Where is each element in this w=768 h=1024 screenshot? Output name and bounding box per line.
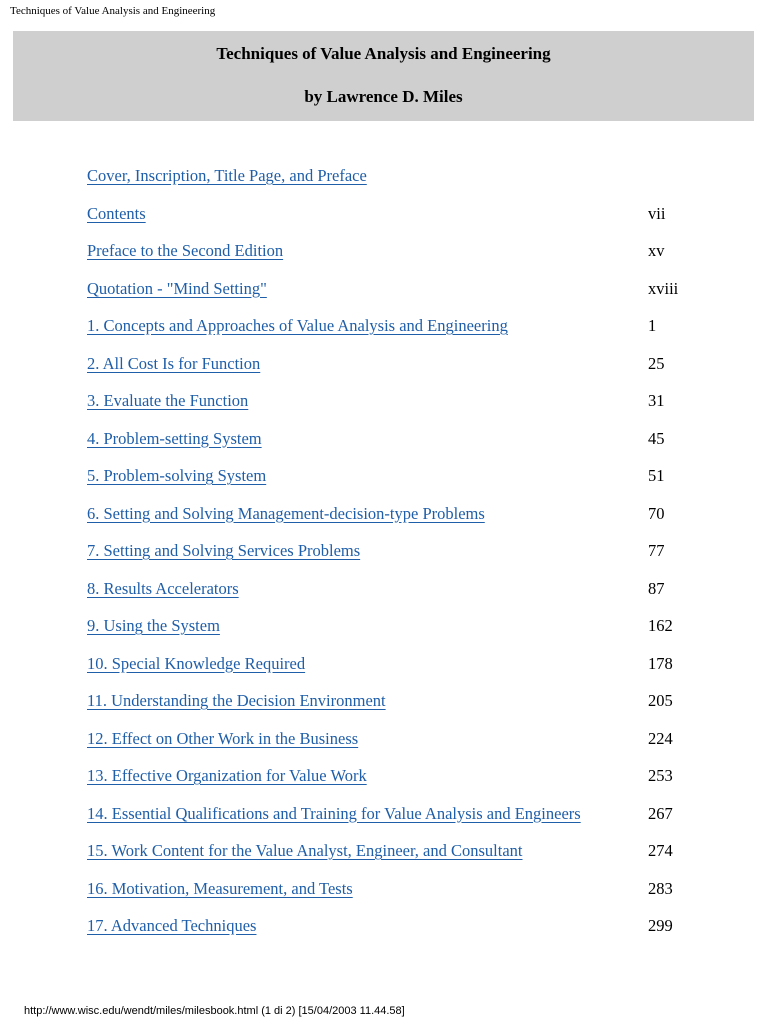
toc-entry	[87, 877, 707, 915]
toc-entry	[87, 164, 707, 202]
toc-entry-page-number: 162	[648, 616, 673, 635]
toc-entry-page-number: xv	[648, 241, 665, 260]
title-banner	[13, 31, 754, 121]
book-title: Techniques of Value Analysis and Engineering	[216, 44, 551, 63]
toc-entry	[87, 764, 707, 802]
toc-entry-link[interactable]: 16. Motivation, Measurement, and Tests	[87, 878, 353, 898]
toc-entry-link[interactable]: Quotation - "Mind Setting"	[87, 278, 267, 298]
toc-entry-link[interactable]: 11. Understanding the Decision Environment	[87, 691, 386, 710]
toc-entry-page-number: xviii	[648, 278, 679, 298]
toc-entry	[87, 239, 707, 277]
toc-entry-page-number: 274	[648, 841, 673, 860]
toc-entry-page-number: 51	[648, 466, 665, 485]
toc-entry-link[interactable]: 13. Effective Organization for Value Work	[87, 766, 367, 785]
toc-entry-link[interactable]: Cover, Inscription, Title Page, and Preface	[87, 166, 367, 185]
toc-entry	[87, 277, 707, 315]
toc-entry	[87, 202, 707, 240]
toc-entry-page-number: 283	[648, 878, 673, 898]
toc-entry-link[interactable]: 2. All Cost Is for Function	[87, 353, 261, 373]
toc-entry-link[interactable]: 17. Advanced Techniques	[87, 916, 257, 935]
toc-entry-link[interactable]: 1. Concepts and Approaches of Value Analysis and Engineering	[87, 316, 508, 335]
toc-entry	[87, 652, 707, 690]
toc-entry-link[interactable]: 6. Setting and Solving Management-decision-type Problems	[87, 503, 485, 523]
book-author: by Lawrence D. Miles	[304, 87, 463, 106]
toc-entry-page-number: 205	[648, 691, 673, 710]
toc-entry-link[interactable]: 4. Problem-setting System	[87, 428, 262, 448]
toc-entry	[87, 802, 707, 840]
toc-entry-link[interactable]: 8. Results Accelerators	[87, 578, 239, 598]
toc-entry-page-number: 87	[648, 578, 665, 598]
table-of-contents	[87, 164, 707, 952]
toc-entry	[87, 389, 707, 427]
toc-entry	[87, 914, 707, 952]
toc-entry	[87, 539, 707, 577]
toc-entry	[87, 689, 707, 727]
toc-entry-link[interactable]: 12. Effect on Other Work in the Business	[87, 728, 359, 748]
toc-entry-page-number: 45	[648, 428, 665, 448]
toc-entry-link[interactable]: Preface to the Second Edition	[87, 241, 284, 260]
toc-entry	[87, 314, 707, 352]
toc-entry	[87, 427, 707, 465]
toc-entry-link[interactable]: 7. Setting and Solving Services Problems	[87, 541, 361, 560]
toc-entry-page-number: 299	[648, 916, 673, 935]
toc-entry-page-number: 77	[648, 541, 665, 560]
toc-entry-page-number: 267	[648, 803, 673, 823]
page-footer-url: http://www.wisc.edu/wendt/miles/milesbook.html (1 di 2) [15/04/2003 11.44.58]	[24, 1005, 405, 1017]
toc-entry-link[interactable]: 9. Using the System	[87, 616, 220, 635]
running-header: Techniques of Value Analysis and Engineering	[10, 5, 216, 17]
toc-entry	[87, 502, 707, 540]
toc-entry	[87, 577, 707, 615]
toc-entry-page-number: 253	[648, 766, 673, 785]
toc-entry-page-number: 224	[648, 728, 673, 748]
toc-entry	[87, 464, 707, 502]
toc-entry-link[interactable]: 14. Essential Qualifications and Training for Value Analysis and Engineers	[87, 803, 581, 823]
toc-entry-page-number: 178	[648, 653, 673, 673]
toc-entry-link[interactable]: 10. Special Knowledge Required	[87, 653, 306, 673]
toc-entry-page-number: 70	[648, 503, 665, 523]
toc-entry-page-number: 1	[648, 316, 657, 335]
toc-entry-link[interactable]: Contents	[87, 203, 146, 223]
toc-entry-link[interactable]: 3. Evaluate the Function	[87, 391, 249, 410]
toc-entry	[87, 839, 707, 877]
toc-entry-page-number: 25	[648, 353, 665, 373]
toc-entry-page-number: 31	[648, 391, 665, 410]
toc-entry-link[interactable]: 15. Work Content for the Value Analyst, Engineer, and Consultant	[87, 841, 523, 860]
toc-entry-page-number: vii	[648, 203, 666, 223]
toc-entry	[87, 727, 707, 765]
toc-entry	[87, 614, 707, 652]
toc-entry	[87, 352, 707, 390]
toc-entry-link[interactable]: 5. Problem-solving System	[87, 466, 267, 485]
